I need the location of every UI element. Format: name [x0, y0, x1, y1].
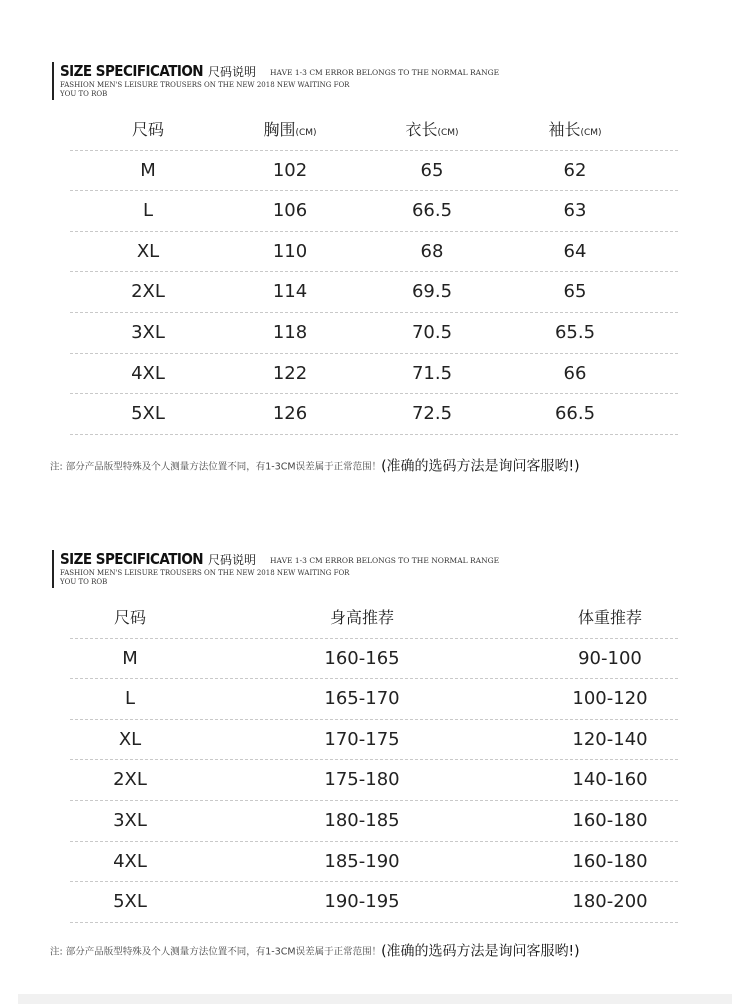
table-row	[0, 679, 750, 720]
footnote-disclaimer: 注: 部分产品版型特殊及个人测量方法位置不同，有1-3CM误差属于正常范围！	[50, 946, 382, 958]
table-row	[0, 272, 750, 313]
header-title-cn: 尺码说明	[208, 65, 257, 79]
cell-chest: 102	[272, 159, 308, 181]
table-row	[0, 760, 750, 801]
cell-size: XL	[136, 240, 160, 262]
cell-chest: 110	[272, 240, 308, 262]
cell-weight: 160-180	[572, 850, 648, 872]
cell-length: 72.5	[411, 403, 453, 425]
table-row	[0, 801, 750, 842]
cell-length: 69.5	[411, 281, 453, 303]
footnote-advice: (准确的选码方法是询问客服哟!)	[381, 458, 580, 475]
table-header-row	[0, 110, 750, 151]
cell-sleeve: 65.5	[554, 321, 596, 343]
cell-size: M	[122, 647, 138, 669]
header-accent-bar	[52, 62, 54, 100]
cell-height: 185-190	[324, 850, 400, 872]
cell-length: 71.5	[411, 362, 453, 384]
cell-sleeve: 66	[563, 362, 587, 384]
cell-length: 68	[420, 240, 444, 262]
table-row	[0, 354, 750, 395]
header-title-cn: 尺码说明	[208, 553, 257, 567]
table-row	[0, 842, 750, 883]
footnote	[50, 940, 580, 961]
table-header-row	[0, 598, 750, 639]
header-cell-size: 尺码	[113, 608, 146, 627]
header-cell-height: 身高推荐	[329, 608, 394, 627]
cell-weight: 90-100	[578, 647, 642, 669]
cell-size: L	[124, 688, 136, 710]
cell-size: 2XL	[131, 281, 165, 303]
cell-size: XL	[118, 728, 142, 750]
cell-length: 65	[420, 159, 444, 181]
header-subtitle-line-1: FASHION MEN'S LEISURE TROUSERS ON THE NEW 2018 NEW WAITING FOR	[60, 569, 350, 577]
cell-sleeve: 62	[563, 159, 587, 181]
cell-size: 3XL	[113, 809, 147, 831]
cell-weight: 180-200	[572, 891, 648, 913]
header-cell-sleeve: 袖长(CM)	[548, 120, 602, 139]
cell-chest: 118	[272, 321, 308, 343]
cell-weight: 160-180	[572, 809, 648, 831]
size-spec-header	[52, 58, 572, 100]
footnote	[50, 455, 580, 476]
cell-height: 160-165	[324, 647, 400, 669]
size-spec-header	[52, 546, 572, 588]
cell-weight: 100-120	[572, 688, 648, 710]
table-row	[0, 639, 750, 680]
header-note: HAVE 1-3 CM ERROR BELONGS TO THE NORMAL RANGE	[270, 68, 500, 77]
cell-chest: 106	[272, 200, 308, 222]
cell-size: 4XL	[113, 850, 147, 872]
size-measurement-table	[0, 110, 750, 435]
footnote-advice: (准确的选码方法是询问客服哟!)	[381, 943, 580, 960]
cell-weight: 140-160	[572, 769, 648, 791]
bottom-divider-strip	[18, 994, 732, 1004]
cell-height: 190-195	[324, 891, 400, 913]
cell-length: 70.5	[411, 321, 453, 343]
cell-chest: 122	[272, 362, 308, 384]
cell-chest: 126	[272, 403, 308, 425]
header-cell-length: 衣长(CM)	[405, 120, 459, 139]
cell-size: 3XL	[131, 321, 165, 343]
cell-height: 180-185	[324, 809, 400, 831]
table-row	[0, 720, 750, 761]
table-row	[0, 151, 750, 192]
cell-size: 2XL	[113, 769, 147, 791]
header-subtitle-line-2: YOU TO ROB	[60, 578, 108, 586]
footnote-disclaimer: 注: 部分产品版型特殊及个人测量方法位置不同，有1-3CM误差属于正常范围！	[50, 461, 382, 473]
header-cell-chest: 胸围(CM)	[263, 120, 317, 139]
table-row	[0, 191, 750, 232]
cell-size: 5XL	[131, 403, 165, 425]
cell-sleeve: 63	[563, 200, 587, 222]
table-row	[0, 232, 750, 273]
header-cell-weight: 体重推荐	[577, 608, 642, 627]
header-title: SIZE SPECIFICATION	[60, 550, 204, 568]
size-recommendation-table	[0, 598, 750, 923]
cell-height: 165-170	[324, 688, 400, 710]
cell-sleeve: 66.5	[554, 403, 596, 425]
header-accent-bar	[52, 550, 54, 588]
header-subtitle-line-1: FASHION MEN'S LEISURE TROUSERS ON THE NEW 2018 NEW WAITING FOR	[60, 81, 350, 89]
cell-chest: 114	[272, 281, 308, 303]
cell-sleeve: 65	[563, 281, 587, 303]
cell-size: M	[140, 159, 156, 181]
cell-height: 175-180	[324, 769, 400, 791]
cell-size: 4XL	[131, 362, 165, 384]
header-note: HAVE 1-3 CM ERROR BELONGS TO THE NORMAL RANGE	[270, 556, 500, 565]
cell-size: 5XL	[113, 891, 147, 913]
header-title: SIZE SPECIFICATION	[60, 62, 204, 80]
cell-sleeve: 64	[563, 240, 587, 262]
table-row	[0, 313, 750, 354]
cell-height: 170-175	[324, 728, 400, 750]
cell-size: L	[142, 200, 154, 222]
table-row	[0, 882, 750, 923]
cell-weight: 120-140	[572, 728, 648, 750]
header-subtitle-line-2: YOU TO ROB	[60, 90, 108, 98]
cell-length: 66.5	[411, 200, 453, 222]
header-cell-size: 尺码	[131, 120, 164, 139]
table-row	[0, 394, 750, 435]
